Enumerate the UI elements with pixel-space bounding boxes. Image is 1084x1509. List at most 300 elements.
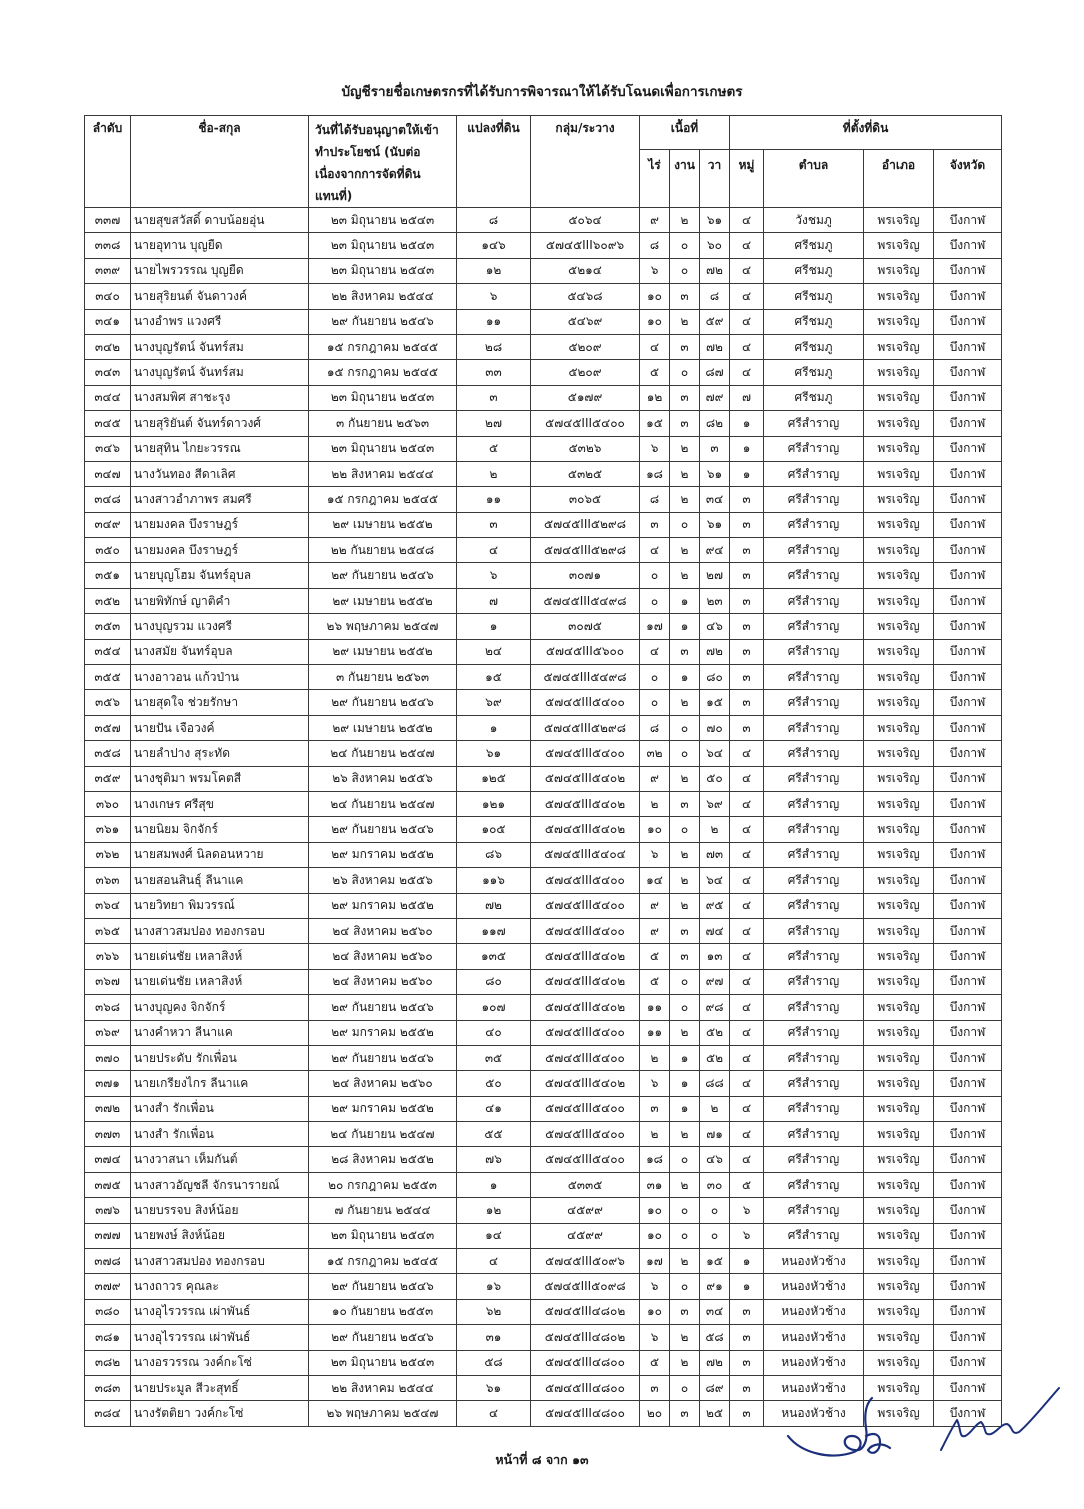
cell-no: ๓๘๒	[85, 1350, 131, 1375]
cell-province: บึงกาฬ	[934, 512, 1002, 537]
cell-province: บึงกาฬ	[934, 1096, 1002, 1121]
cell-tambon: ศรีสำราญ	[764, 512, 864, 537]
cell-date: ๒๓ มิถุนายน ๒๕๔๓	[309, 436, 457, 461]
cell-rai: ๘	[640, 487, 670, 512]
cell-tambon: ศรีชมภู	[764, 334, 864, 359]
cell-group: ๕๗๔๕III๕๔๐๐	[531, 868, 640, 893]
cell-tambon: ศรีสำราญ	[764, 538, 864, 563]
cell-date: ๒๖ สิงหาคม ๒๕๕๖	[309, 766, 457, 791]
cell-plot: ๖๑	[457, 1375, 531, 1400]
cell-no: ๓๔๔	[85, 385, 131, 410]
cell-plot: ๒๔	[457, 639, 531, 664]
cell-date: ๒๔ สิงหาคม ๒๕๖๐	[309, 969, 457, 994]
cell-name: นางบุญรัตน์ จันทร์สม	[131, 360, 309, 385]
cell-ngan: ๒	[670, 893, 700, 918]
cell-tambon: ศรีสำราญ	[764, 766, 864, 791]
cell-name: นางบุญรวม แวงศรี	[131, 614, 309, 639]
cell-tambon: ศรีสำราญ	[764, 741, 864, 766]
cell-wa: ๖๔	[700, 868, 730, 893]
header-amphoe: อำเภอ	[864, 150, 934, 208]
cell-plot: ๑๕	[457, 665, 531, 690]
cell-name: นายสุทิน ไกยะวรรณ	[131, 436, 309, 461]
cell-rai: ๐	[640, 588, 670, 613]
cell-rai: ๑๗	[640, 614, 670, 639]
cell-amphoe: พรเจริญ	[864, 741, 934, 766]
cell-date: ๒๘ สิงหาคม ๒๕๕๒	[309, 1147, 457, 1172]
cell-amphoe: พรเจริญ	[864, 1223, 934, 1248]
cell-plot: ๖๙	[457, 690, 531, 715]
table-row	[85, 360, 1002, 385]
table-row	[85, 1274, 1002, 1299]
cell-amphoe: พรเจริญ	[864, 538, 934, 563]
cell-wa: ๖๙	[700, 791, 730, 816]
cell-rai: ๖	[640, 1071, 670, 1096]
cell-name: นายสุดใจ ช่วยรักษา	[131, 690, 309, 715]
cell-rai: ๑๗	[640, 1249, 670, 1274]
cell-rai: ๖	[640, 1274, 670, 1299]
cell-name: นายสุขสวัสดิ์ ดาบน้อยอุ่น	[131, 208, 309, 233]
cell-tambon: ศรีสำราญ	[764, 411, 864, 436]
cell-province: บึงกาฬ	[934, 1350, 1002, 1375]
cell-province: บึงกาฬ	[934, 360, 1002, 385]
cell-tambon: ศรีสำราญ	[764, 1223, 864, 1248]
cell-moo: ๑	[730, 461, 764, 486]
cell-rai: ๘	[640, 715, 670, 740]
cell-province: บึงกาฬ	[934, 258, 1002, 283]
cell-moo: ๓	[730, 588, 764, 613]
cell-province: บึงกาฬ	[934, 1147, 1002, 1172]
cell-no: ๓๕๑	[85, 563, 131, 588]
cell-name: นางอุไรวรรณ เผ่าพันธ์	[131, 1325, 309, 1350]
cell-moo: ๔	[730, 995, 764, 1020]
cell-amphoe: พรเจริญ	[864, 969, 934, 994]
cell-no: ๓๖๙	[85, 1020, 131, 1045]
cell-ngan: ๐	[670, 715, 700, 740]
cell-rai: ๙	[640, 893, 670, 918]
signature-right	[935, 1380, 1065, 1460]
cell-rai: ๕	[640, 1350, 670, 1375]
cell-group: ๕๗๔๕III๕๒๙๘	[531, 538, 640, 563]
cell-moo: ๔	[730, 817, 764, 842]
cell-plot: ๔	[457, 1249, 531, 1274]
cell-no: ๓๗๘	[85, 1249, 131, 1274]
cell-plot: ๑	[457, 614, 531, 639]
cell-date: ๒๔ สิงหาคม ๒๕๖๐	[309, 918, 457, 943]
cell-province: บึงกาฬ	[934, 1045, 1002, 1070]
table-row	[85, 639, 1002, 664]
cell-group: ๕๗๔๕III๕๖๐๐	[531, 639, 640, 664]
cell-plot: ๒๘	[457, 334, 531, 359]
cell-plot: ๖	[457, 563, 531, 588]
cell-province: บึงกาฬ	[934, 715, 1002, 740]
cell-province: บึงกาฬ	[934, 1274, 1002, 1299]
cell-wa: ๗๑	[700, 1122, 730, 1147]
cell-no: ๓๔๓	[85, 360, 131, 385]
cell-wa: ๙๕	[700, 893, 730, 918]
cell-date: ๒๔ กันยายน ๒๕๔๗	[309, 741, 457, 766]
cell-plot: ๓๓	[457, 360, 531, 385]
cell-amphoe: พรเจริญ	[864, 1249, 934, 1274]
cell-wa: ๒๓	[700, 588, 730, 613]
cell-rai: ๖	[640, 1325, 670, 1350]
cell-amphoe: พรเจริญ	[864, 766, 934, 791]
cell-plot: ๑๔	[457, 1223, 531, 1248]
table-row	[85, 512, 1002, 537]
cell-no: ๓๗๙	[85, 1274, 131, 1299]
farmer-land-table	[84, 115, 1002, 1427]
cell-group: ๕๗๔๕III๕๔๐๐	[531, 1096, 640, 1121]
cell-province: บึงกาฬ	[934, 334, 1002, 359]
cell-date: ๒๖ พฤษภาคม ๒๕๔๗	[309, 1401, 457, 1426]
cell-rai: ๑๔	[640, 868, 670, 893]
table-row	[85, 614, 1002, 639]
cell-name: นายมงคล บึงราษฎร์	[131, 512, 309, 537]
cell-amphoe: พรเจริญ	[864, 360, 934, 385]
cell-tambon: ศรีสำราญ	[764, 1147, 864, 1172]
cell-name: นายไพรวรรณ บุญยืด	[131, 258, 309, 283]
cell-ngan: ๓	[670, 385, 700, 410]
table-row	[85, 741, 1002, 766]
cell-moo: ๓	[730, 1350, 764, 1375]
cell-province: บึงกาฬ	[934, 791, 1002, 816]
cell-rai: ๐	[640, 563, 670, 588]
table-header	[85, 116, 1002, 208]
cell-moo: ๓	[730, 563, 764, 588]
cell-rai: ๑๑	[640, 1020, 670, 1045]
cell-wa: ๕๐	[700, 766, 730, 791]
cell-province: บึงกาฬ	[934, 918, 1002, 943]
cell-tambon: ศรีสำราญ	[764, 1172, 864, 1197]
cell-province: บึงกาฬ	[934, 588, 1002, 613]
cell-rai: ๔	[640, 639, 670, 664]
cell-ngan: ๓	[670, 411, 700, 436]
cell-name: นางสาวอำภาพร สมศรี	[131, 487, 309, 512]
cell-group: ๕๗๔๕III๕๔๐๐	[531, 411, 640, 436]
cell-name: นายสุริยันต์ จันทร์ดาวงศ์	[131, 411, 309, 436]
cell-name: นางบุญรัตน์ จันทร์สม	[131, 334, 309, 359]
cell-rai: ๑๐	[640, 1299, 670, 1324]
cell-moo: ๓	[730, 1375, 764, 1400]
cell-no: ๓๕๐	[85, 538, 131, 563]
cell-tambon: หนองหัวช้าง	[764, 1325, 864, 1350]
cell-no: ๓๗๐	[85, 1045, 131, 1070]
cell-plot: ๕	[457, 436, 531, 461]
table-row	[85, 969, 1002, 994]
cell-name: นายสุริยนต์ จันดาวงค์	[131, 284, 309, 309]
cell-province: บึงกาฬ	[934, 741, 1002, 766]
cell-amphoe: พรเจริญ	[864, 1045, 934, 1070]
cell-rai: ๓๒	[640, 741, 670, 766]
cell-group: ๕๗๔๕III๕๔๐๒	[531, 791, 640, 816]
cell-plot: ๑๒๑	[457, 791, 531, 816]
cell-no: ๓๔๘	[85, 487, 131, 512]
cell-plot: ๖๑	[457, 741, 531, 766]
cell-tambon: ศรีชมภู	[764, 258, 864, 283]
cell-ngan: ๓	[670, 284, 700, 309]
table-row	[85, 385, 1002, 410]
cell-ngan: ๐	[670, 1274, 700, 1299]
cell-rai: ๖	[640, 258, 670, 283]
cell-group: ๕๗๔๕III๕๔๐๒	[531, 969, 640, 994]
cell-wa: ๘๗	[700, 360, 730, 385]
cell-no: ๓๖๘	[85, 995, 131, 1020]
cell-tambon: ศรีสำราญ	[764, 1020, 864, 1045]
cell-province: บึงกาฬ	[934, 1223, 1002, 1248]
cell-rai: ๕	[640, 944, 670, 969]
cell-moo: ๓	[730, 665, 764, 690]
cell-ngan: ๐	[670, 741, 700, 766]
cell-amphoe: พรเจริญ	[864, 665, 934, 690]
header-moo: หมู่	[730, 150, 764, 208]
cell-ngan: ๒	[670, 1350, 700, 1375]
cell-moo: ๔	[730, 208, 764, 233]
cell-wa: ๙๔	[700, 538, 730, 563]
cell-wa: ๙๘	[700, 995, 730, 1020]
cell-no: ๓๖๐	[85, 791, 131, 816]
cell-plot: ๕๘	[457, 1350, 531, 1375]
cell-group: ๕๗๔๕III๕๒๙๘	[531, 715, 640, 740]
cell-tambon: ศรีสำราญ	[764, 1198, 864, 1223]
cell-name: นายวิทยา พิมวรรณ์	[131, 893, 309, 918]
cell-wa: ๗๙	[700, 385, 730, 410]
header-wa: วา	[700, 150, 730, 208]
cell-moo: ๖	[730, 1198, 764, 1223]
cell-wa: ๑๕	[700, 690, 730, 715]
cell-name: นายบรรจบ สิงห์น้อย	[131, 1198, 309, 1223]
cell-rai: ๑๐	[640, 309, 670, 334]
table-row	[85, 817, 1002, 842]
cell-moo: ๔	[730, 1122, 764, 1147]
cell-tambon: ศรีชมภู	[764, 309, 864, 334]
table-row	[85, 258, 1002, 283]
cell-group: ๕๗๔๕III๕๐๙๘	[531, 1274, 640, 1299]
table-row	[85, 1249, 1002, 1274]
cell-date: ๒๒ กันยายน ๒๕๔๘	[309, 538, 457, 563]
cell-name: นางสมพิศ สาชะรุง	[131, 385, 309, 410]
cell-no: ๓๔๑	[85, 309, 131, 334]
cell-name: นางสาวอัญชลี จักรนารายณ์	[131, 1172, 309, 1197]
cell-rai: ๒๐	[640, 1401, 670, 1426]
cell-moo: ๔	[730, 1147, 764, 1172]
cell-province: บึงกาฬ	[934, 1325, 1002, 1350]
cell-plot: ๒๗	[457, 411, 531, 436]
cell-no: ๓๘๑	[85, 1325, 131, 1350]
header-plot: แปลงที่ดิน	[457, 116, 531, 208]
cell-ngan: ๒	[670, 842, 700, 867]
cell-group: ๕๗๔๕III๕๔๙๘	[531, 588, 640, 613]
cell-name: นางบุญคง จิกจักร์	[131, 995, 309, 1020]
cell-plot: ๕๐	[457, 1071, 531, 1096]
cell-province: บึงกาฬ	[934, 639, 1002, 664]
cell-tambon: ศรีสำราญ	[764, 665, 864, 690]
cell-moo: ๑	[730, 436, 764, 461]
cell-tambon: หนองหัวช้าง	[764, 1401, 864, 1426]
cell-rai: ๑๑	[640, 995, 670, 1020]
header-group: กลุ่ม/ระวาง	[531, 116, 640, 208]
cell-moo: ๓	[730, 614, 764, 639]
cell-no: ๓๕๕	[85, 665, 131, 690]
cell-wa: ๒	[700, 817, 730, 842]
cell-wa: ๓๔	[700, 1299, 730, 1324]
cell-moo: ๑	[730, 1249, 764, 1274]
cell-province: บึงกาฬ	[934, 461, 1002, 486]
cell-wa: ๘๒	[700, 411, 730, 436]
cell-group: ๕๓๓๕	[531, 1172, 640, 1197]
cell-no: ๓๖๕	[85, 918, 131, 943]
cell-ngan: ๐	[670, 233, 700, 258]
cell-no: ๓๗๒	[85, 1096, 131, 1121]
cell-name: นางวันทอง สีดาเลิศ	[131, 461, 309, 486]
cell-ngan: ๒	[670, 487, 700, 512]
cell-province: บึงกาฬ	[934, 944, 1002, 969]
cell-wa: ๖๑	[700, 461, 730, 486]
cell-tambon: ศรีสำราญ	[764, 817, 864, 842]
cell-rai: ๑๕	[640, 411, 670, 436]
cell-date: ๒๙ กันยายน ๒๕๔๖	[309, 995, 457, 1020]
cell-amphoe: พรเจริญ	[864, 1401, 934, 1426]
cell-amphoe: พรเจริญ	[864, 512, 934, 537]
cell-group: ๕๔๖๙	[531, 309, 640, 334]
cell-province: บึงกาฬ	[934, 1299, 1002, 1324]
cell-province: บึงกาฬ	[934, 893, 1002, 918]
cell-wa: ๗๒	[700, 258, 730, 283]
table-row	[85, 893, 1002, 918]
cell-ngan: ๐	[670, 1198, 700, 1223]
cell-ngan: ๐	[670, 512, 700, 537]
table-row	[85, 1325, 1002, 1350]
cell-rai: ๙	[640, 766, 670, 791]
cell-plot: ๑๒๕	[457, 766, 531, 791]
cell-rai: ๖	[640, 436, 670, 461]
cell-name: นางวาสนา เห็มกันต์	[131, 1147, 309, 1172]
cell-ngan: ๑	[670, 1096, 700, 1121]
cell-plot: ๔๑	[457, 1096, 531, 1121]
table-row	[85, 1096, 1002, 1121]
cell-moo: ๖	[730, 1223, 764, 1248]
cell-wa: ๗๒	[700, 334, 730, 359]
cell-plot: ๘๐	[457, 969, 531, 994]
cell-group: ๕๗๔๕III๕๔๐๐	[531, 893, 640, 918]
cell-ngan: ๐	[670, 995, 700, 1020]
cell-province: บึงกาฬ	[934, 1198, 1002, 1223]
cell-wa: ๕๒	[700, 1045, 730, 1070]
cell-amphoe: พรเจริญ	[864, 842, 934, 867]
cell-plot: ๑๑	[457, 487, 531, 512]
cell-plot: ๑๓๕	[457, 944, 531, 969]
cell-no: ๓๔๒	[85, 334, 131, 359]
cell-group: ๕๗๔๕III๔๘๐๒	[531, 1299, 640, 1324]
cell-name: นางอุไรวรรณ เผ่าพันธ์	[131, 1299, 309, 1324]
cell-plot: ๑๑๖	[457, 868, 531, 893]
cell-date: ๒๙ กันยายน ๒๕๔๖	[309, 563, 457, 588]
cell-tambon: ศรีสำราญ	[764, 690, 864, 715]
cell-no: ๓๔๕	[85, 411, 131, 436]
cell-plot: ๑๒	[457, 258, 531, 283]
cell-ngan: ๓	[670, 334, 700, 359]
cell-tambon: หนองหัวช้าง	[764, 1299, 864, 1324]
cell-tambon: ศรีสำราญ	[764, 563, 864, 588]
cell-moo: ๔	[730, 360, 764, 385]
cell-amphoe: พรเจริญ	[864, 918, 934, 943]
cell-wa: ๔๖	[700, 1147, 730, 1172]
cell-moo: ๔	[730, 842, 764, 867]
cell-group: ๕๒๐๙	[531, 334, 640, 359]
cell-tambon: หนองหัวช้าง	[764, 1274, 864, 1299]
cell-ngan: ๒	[670, 766, 700, 791]
cell-province: บึงกาฬ	[934, 1375, 1002, 1400]
cell-date: ๒๔ สิงหาคม ๒๕๖๐	[309, 944, 457, 969]
cell-rai: ๒	[640, 1045, 670, 1070]
cell-name: นางอาวอน แก้วป่าน	[131, 665, 309, 690]
cell-tambon: ศรีสำราญ	[764, 842, 864, 867]
header-province: จังหวัด	[934, 150, 1002, 208]
cell-plot: ๔	[457, 538, 531, 563]
table-row	[85, 690, 1002, 715]
cell-wa: ๕๘	[700, 1325, 730, 1350]
cell-name: นายพงษ์ สิงห์น้อย	[131, 1223, 309, 1248]
cell-plot: ๗๖	[457, 1147, 531, 1172]
cell-no: ๓๕๓	[85, 614, 131, 639]
cell-group: ๕๓๒๕	[531, 461, 640, 486]
cell-tambon: ศรีสำราญ	[764, 588, 864, 613]
cell-plot: ๖๒	[457, 1299, 531, 1324]
cell-group: ๕๗๔๕III๕๔๐๐	[531, 690, 640, 715]
cell-no: ๓๗๗	[85, 1223, 131, 1248]
cell-group: ๕๗๔๕III๖๐๙๖	[531, 233, 640, 258]
cell-date: ๒๙ กันยายน ๒๕๔๖	[309, 1045, 457, 1070]
cell-moo: ๓	[730, 715, 764, 740]
cell-moo: ๓	[730, 512, 764, 537]
cell-date: ๗ กันยายน ๒๕๔๔	[309, 1198, 457, 1223]
cell-province: บึงกาฬ	[934, 1020, 1002, 1045]
cell-province: บึงกาฬ	[934, 208, 1002, 233]
cell-plot: ๑๒	[457, 1198, 531, 1223]
cell-ngan: ๐	[670, 1375, 700, 1400]
cell-no: ๓๗๖	[85, 1198, 131, 1223]
cell-moo: ๓	[730, 538, 764, 563]
cell-amphoe: พรเจริญ	[864, 1375, 934, 1400]
cell-name: นายประดับ รักเพื่อน	[131, 1045, 309, 1070]
cell-moo: ๔	[730, 969, 764, 994]
table-row	[85, 1299, 1002, 1324]
cell-group: ๕๗๔๕III๔๘๐๐	[531, 1350, 640, 1375]
cell-amphoe: พรเจริญ	[864, 1071, 934, 1096]
cell-name: นางเกษร ศรีสุข	[131, 791, 309, 816]
cell-amphoe: พรเจริญ	[864, 1299, 934, 1324]
cell-name: นายประมูล สีวะสุทธิ์	[131, 1375, 309, 1400]
cell-no: ๓๖๖	[85, 944, 131, 969]
cell-ngan: ๒	[670, 868, 700, 893]
cell-rai: ๑๐	[640, 1198, 670, 1223]
cell-no: ๓๕๖	[85, 690, 131, 715]
cell-amphoe: พรเจริญ	[864, 385, 934, 410]
cell-no: ๓๓๗	[85, 208, 131, 233]
cell-plot: ๑๔๖	[457, 233, 531, 258]
cell-province: บึงกาฬ	[934, 487, 1002, 512]
cell-wa: ๗๔	[700, 918, 730, 943]
cell-tambon: ศรีสำราญ	[764, 944, 864, 969]
cell-ngan: ๑	[670, 1045, 700, 1070]
cell-amphoe: พรเจริญ	[864, 791, 934, 816]
cell-no: ๓๘๐	[85, 1299, 131, 1324]
cell-plot: ๑๐๕	[457, 817, 531, 842]
cell-wa: ๕๙	[700, 309, 730, 334]
cell-wa: ๐	[700, 1223, 730, 1248]
cell-ngan: ๐	[670, 360, 700, 385]
cell-tambon: ศรีชมภู	[764, 360, 864, 385]
cell-date: ๒๖ สิงหาคม ๒๕๕๖	[309, 868, 457, 893]
cell-ngan: ๐	[670, 817, 700, 842]
